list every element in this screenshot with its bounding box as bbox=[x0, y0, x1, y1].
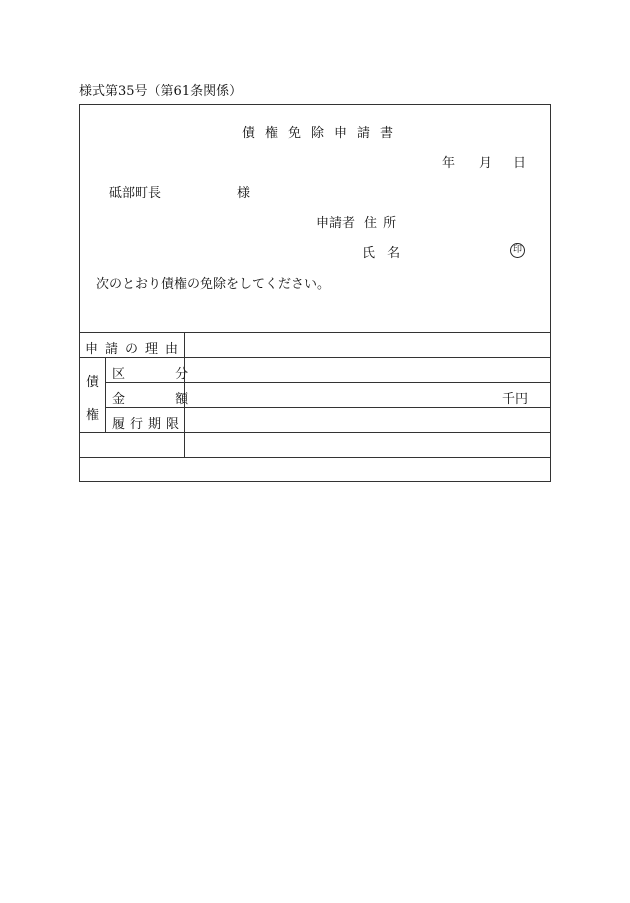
applicant-label: 申請者 bbox=[316, 216, 356, 231]
addressee-label: 砥部町長 bbox=[109, 186, 162, 201]
blank-value-cell[interactable] bbox=[186, 434, 550, 456]
blank-label-cell[interactable] bbox=[81, 434, 183, 456]
blank-bottom-row[interactable] bbox=[81, 459, 550, 481]
date-day-label: 日 bbox=[513, 156, 527, 171]
reason-field[interactable] bbox=[186, 334, 550, 356]
table-top-rule bbox=[80, 332, 550, 333]
category-field[interactable] bbox=[186, 359, 550, 381]
table-rule bbox=[80, 457, 550, 458]
amount-unit-label: 千円 bbox=[502, 392, 529, 407]
date-year-label: 年 bbox=[442, 156, 456, 171]
table-column-divider bbox=[105, 357, 106, 432]
category-label: 区 分 bbox=[112, 367, 189, 382]
table-rule bbox=[105, 407, 550, 408]
honorific-label: 様 bbox=[237, 186, 251, 201]
deadline-field[interactable] bbox=[186, 409, 550, 431]
claim-label-top: 債 bbox=[86, 375, 100, 390]
claim-label-bottom: 権 bbox=[86, 408, 100, 423]
table-rule bbox=[105, 382, 550, 383]
amount-field[interactable] bbox=[186, 384, 550, 406]
reason-label: 申請の理由 bbox=[85, 342, 186, 357]
table-rule bbox=[80, 357, 550, 358]
form-title: 債権免除申請書 bbox=[242, 126, 404, 141]
seal-mark-icon: 印 bbox=[510, 243, 525, 258]
date-month-label: 月 bbox=[479, 156, 493, 171]
address-label: 住 所 bbox=[364, 216, 397, 231]
application-form bbox=[79, 104, 551, 482]
form-number-label: 様式第35号（第61条関係） bbox=[79, 84, 243, 99]
table-rule bbox=[80, 432, 550, 433]
deadline-label: 履行期限 bbox=[112, 417, 185, 432]
request-body-text: 次のとおり債権の免除をしてください。 bbox=[96, 277, 331, 292]
amount-label: 金 額 bbox=[112, 392, 189, 407]
name-label: 氏 名 bbox=[362, 246, 401, 261]
